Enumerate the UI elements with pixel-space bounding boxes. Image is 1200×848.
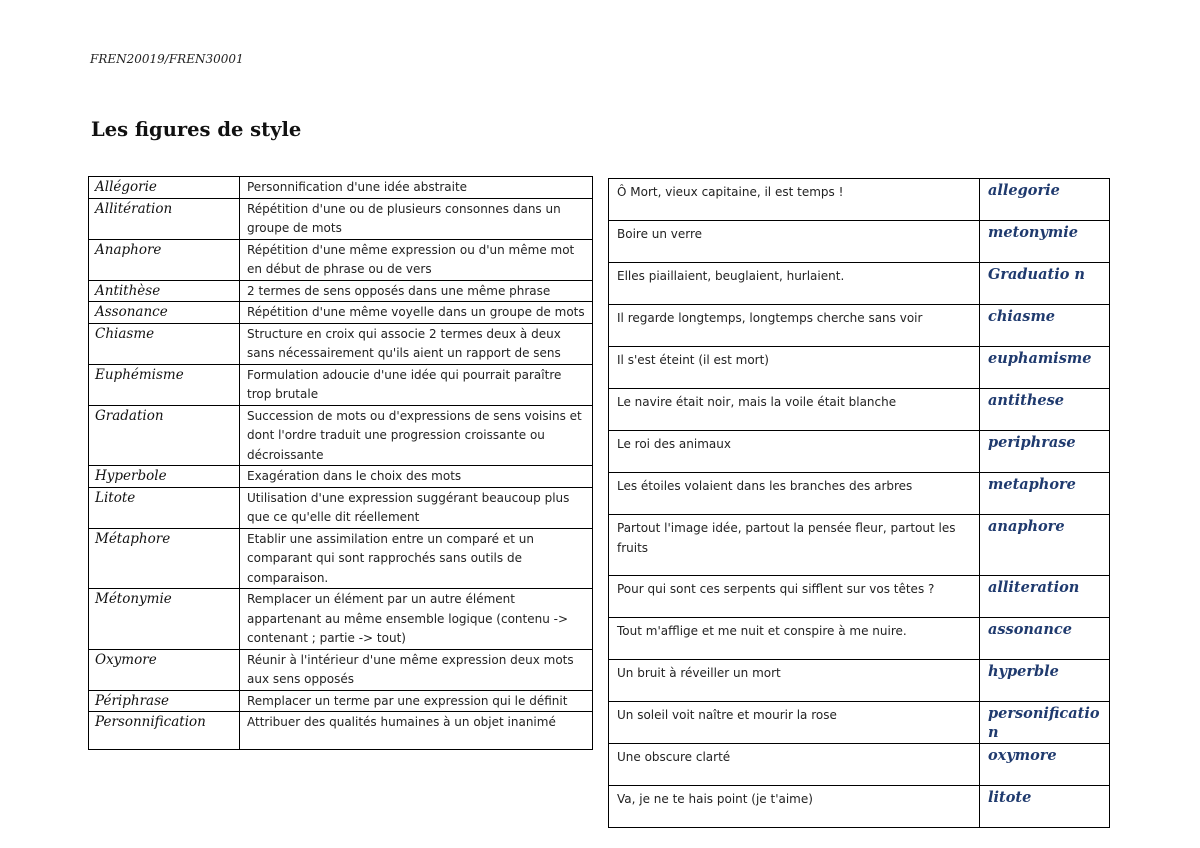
definition-row (89, 177, 593, 199)
term-cell: Assonance (89, 302, 240, 324)
answer-cell: alliteration (980, 576, 1110, 618)
answer-cell: personificatio n (980, 702, 1110, 744)
term-cell: Hyperbole (89, 466, 240, 488)
example-row (609, 576, 1110, 618)
example-row (609, 702, 1110, 744)
definition-cell: Réunir à l'intérieur d'une même expression deux mots aux sens opposés (240, 649, 593, 690)
answer-cell: metaphore (980, 473, 1110, 515)
definition-row (89, 302, 593, 324)
answer-cell: anaphore (980, 515, 1110, 576)
definition-row (89, 466, 593, 488)
answer-cell: antithese (980, 389, 1110, 431)
answer-cell: hyperble (980, 660, 1110, 702)
term-cell: Litote (89, 487, 240, 528)
definition-row (89, 239, 593, 280)
definition-row (89, 405, 593, 466)
example-row (609, 618, 1110, 660)
definition-cell: Répétition d'une même voyelle dans un groupe de mots (240, 302, 593, 324)
example-cell: Il s'est éteint (il est mort) (609, 347, 980, 389)
definition-cell: Répétition d'une ou de plusieurs consonnes dans un groupe de mots (240, 198, 593, 239)
definitions-table (88, 176, 593, 750)
definition-cell: Structure en croix qui associe 2 termes deux à deux sans nécessairement qu'ils aient un rapport de sens (240, 323, 593, 364)
answer-cell: euphamisme (980, 347, 1110, 389)
example-cell: Le navire était noir, mais la voile était blanche (609, 389, 980, 431)
definition-row (89, 589, 593, 650)
definition-cell: 2 termes de sens opposés dans une même phrase (240, 280, 593, 302)
example-cell: Un bruit à réveiller un mort (609, 660, 980, 702)
example-row (609, 389, 1110, 431)
example-row (609, 515, 1110, 576)
example-cell: Tout m'afflige et me nuit et conspire à me nuire. (609, 618, 980, 660)
definition-row (89, 528, 593, 589)
example-row (609, 786, 1110, 828)
definition-cell: Attribuer des qualités humaines à un objet inanimé (240, 712, 593, 750)
example-row (609, 744, 1110, 786)
answer-cell: allegorie (980, 179, 1110, 221)
examples-table (608, 178, 1110, 828)
answer-cell: chiasme (980, 305, 1110, 347)
example-row (609, 431, 1110, 473)
term-cell: Gradation (89, 405, 240, 466)
example-row (609, 305, 1110, 347)
example-cell: Un soleil voit naître et mourir la rose (609, 702, 980, 744)
example-cell: Le roi des animaux (609, 431, 980, 473)
definition-row (89, 198, 593, 239)
example-row (609, 263, 1110, 305)
term-cell: Chiasme (89, 323, 240, 364)
example-cell: Pour qui sont ces serpents qui sifflent sur vos têtes ? (609, 576, 980, 618)
term-cell: Anaphore (89, 239, 240, 280)
definition-row (89, 712, 593, 750)
definition-cell: Formulation adoucie d'une idée qui pourrait paraître trop brutale (240, 364, 593, 405)
example-cell: Il regarde longtemps, longtemps cherche sans voir (609, 305, 980, 347)
example-cell: Les étoiles volaient dans les branches des arbres (609, 473, 980, 515)
definition-cell: Utilisation d'une expression suggérant beaucoup plus que ce qu'elle dit réellement (240, 487, 593, 528)
answer-cell: assonance (980, 618, 1110, 660)
term-cell: Euphémisme (89, 364, 240, 405)
example-row (609, 179, 1110, 221)
answer-cell: oxymore (980, 744, 1110, 786)
example-cell: Boire un verre (609, 221, 980, 263)
definition-cell: Succession de mots ou d'expressions de sens voisins et dont l'ordre traduit une progression croissante ou décroissante (240, 405, 593, 466)
term-cell: Métaphore (89, 528, 240, 589)
term-cell: Allégorie (89, 177, 240, 199)
definition-row (89, 364, 593, 405)
example-cell: Elles piaillaient, beuglaient, hurlaient. (609, 263, 980, 305)
definition-row (89, 280, 593, 302)
example-row (609, 347, 1110, 389)
term-cell: Antithèse (89, 280, 240, 302)
definition-cell: Personnification d'une idée abstraite (240, 177, 593, 199)
term-cell: Oxymore (89, 649, 240, 690)
term-cell: Allitération (89, 198, 240, 239)
term-cell: Personnification (89, 712, 240, 750)
definition-cell: Etablir une assimilation entre un comparé et un comparant qui sont rapprochés sans outils de comparaison. (240, 528, 593, 589)
definition-row (89, 323, 593, 364)
definitions-table-body (89, 177, 593, 750)
example-cell: Ô Mort, vieux capitaine, il est temps ! (609, 179, 980, 221)
definition-row (89, 649, 593, 690)
answer-cell: litote (980, 786, 1110, 828)
examples-table-body (609, 179, 1110, 828)
answer-cell: periphrase (980, 431, 1110, 473)
definition-cell: Remplacer un élément par un autre élément appartenant au même ensemble logique (contenu -> contenant ; partie -> tout) (240, 589, 593, 650)
definition-row (89, 690, 593, 712)
answer-cell: Graduatio n (980, 263, 1110, 305)
definition-cell: Remplacer un terme par une expression qui le définit (240, 690, 593, 712)
term-cell: Métonymie (89, 589, 240, 650)
term-cell: Périphrase (89, 690, 240, 712)
example-cell: Partout l'image idée, partout la pensée fleur, partout les fruits (609, 515, 980, 576)
example-cell: Va, je ne te hais point (je t'aime) (609, 786, 980, 828)
example-row (609, 221, 1110, 263)
definition-cell: Exagération dans le choix des mots (240, 466, 593, 488)
definition-cell: Répétition d'une même expression ou d'un même mot en début de phrase ou de vers (240, 239, 593, 280)
page-title: Les figures de style (91, 118, 302, 141)
example-row (609, 473, 1110, 515)
example-cell: Une obscure clarté (609, 744, 980, 786)
answer-cell: metonymie (980, 221, 1110, 263)
definition-row (89, 487, 593, 528)
document-code: FREN20019/FREN30001 (90, 52, 244, 66)
example-row (609, 660, 1110, 702)
